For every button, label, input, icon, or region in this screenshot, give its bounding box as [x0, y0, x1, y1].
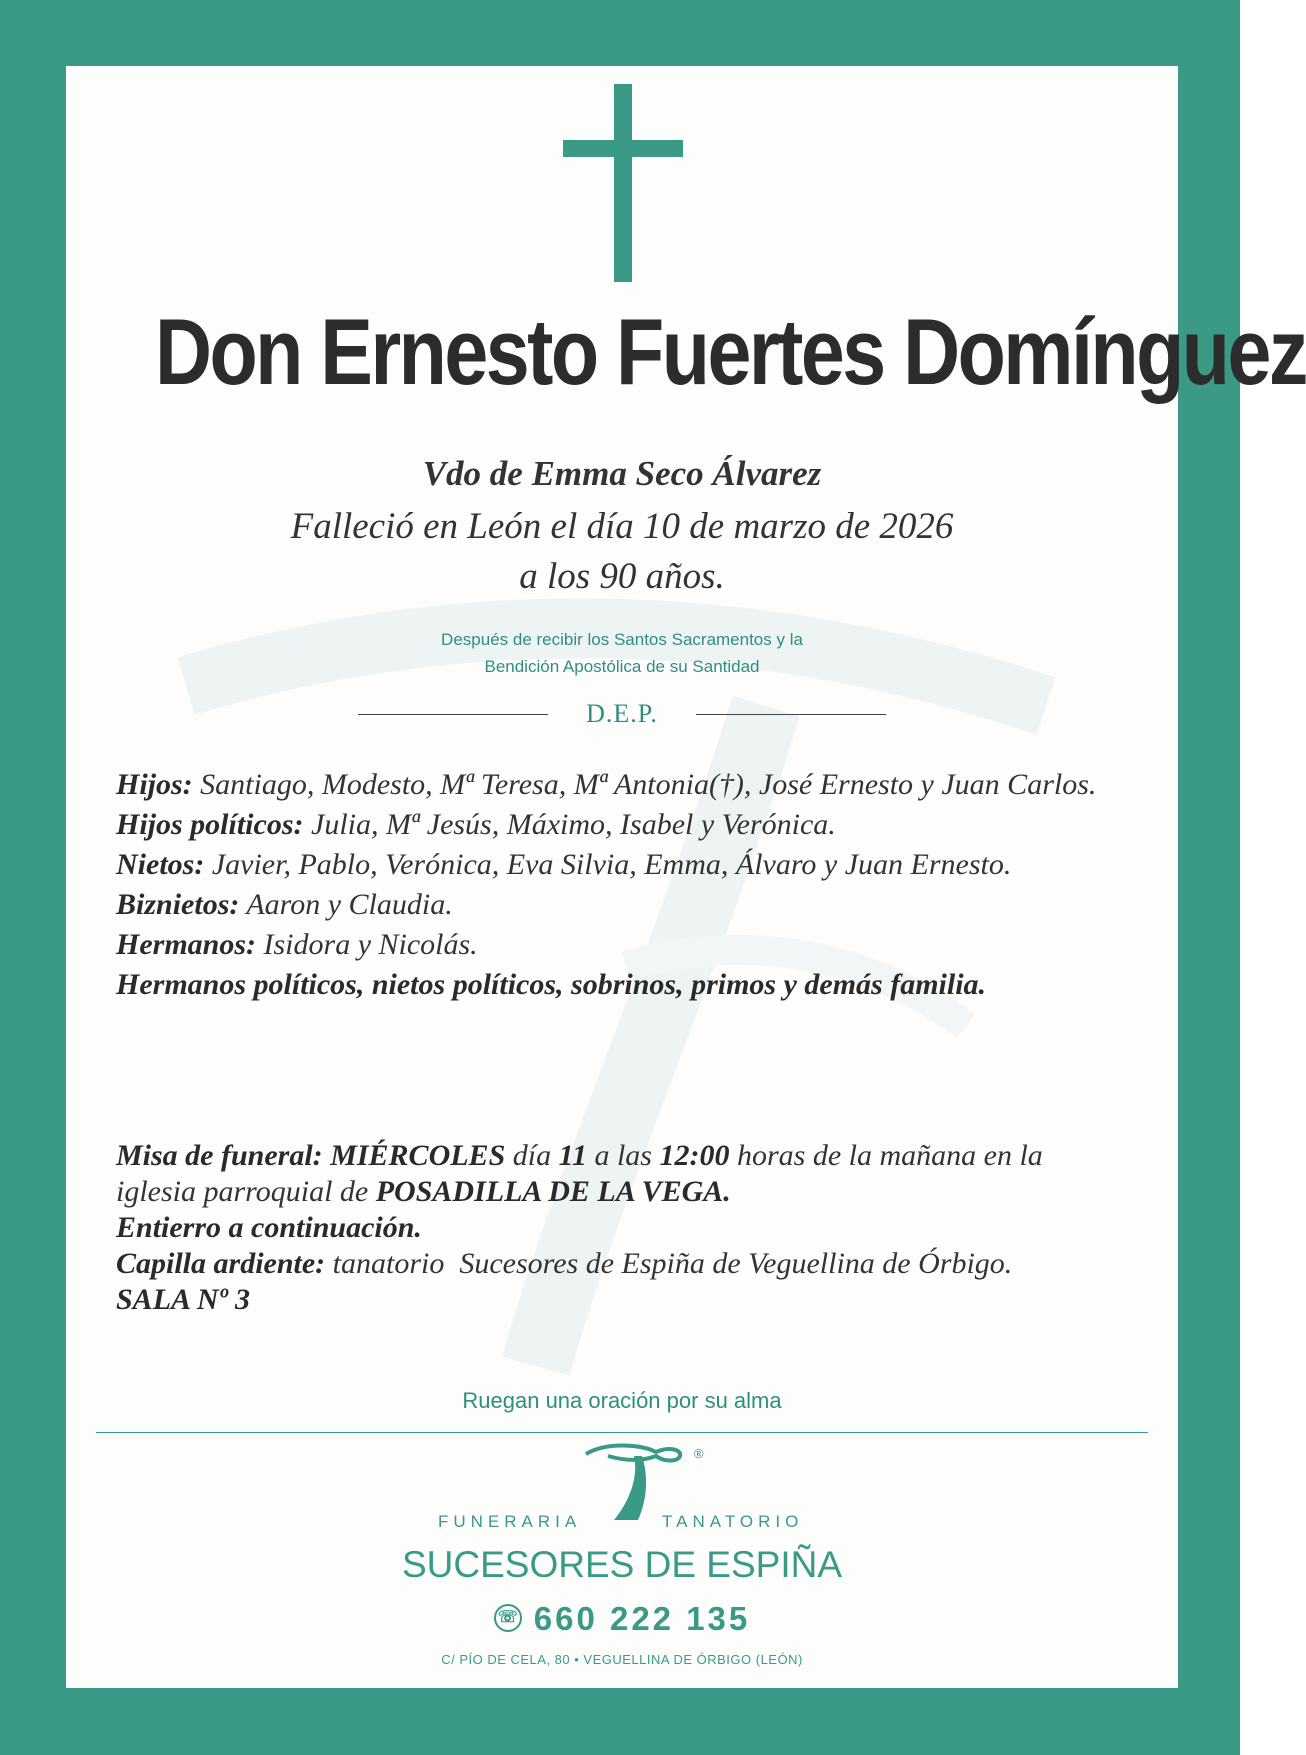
tanatorio-label: TANATORIO — [662, 1512, 804, 1531]
sacraments-line-2: Bendición Apostólica de su Santidad — [484, 657, 760, 676]
sacraments-note — [66, 626, 1178, 680]
family-label: Hijos políticos: — [116, 808, 304, 841]
dep-text: D.E.P. — [586, 699, 658, 728]
family-label: Hijos: — [116, 768, 193, 801]
burial-info — [116, 1210, 1128, 1246]
address: C/ PÍO DE CELA, 80 • VEGUELLINA DE ÓRBIGO (LEÓN) — [441, 1652, 803, 1667]
mass-place: POSADILLA DE LA VEGA. — [375, 1175, 731, 1208]
family-label: Hermanos: — [116, 928, 257, 961]
death-date-line: Falleció en León el día 10 de marzo de 2026 — [290, 506, 954, 547]
mass-label: Misa de funeral: — [116, 1139, 323, 1172]
widow-of: Vdo de Emma Seco Álvarez — [422, 454, 822, 493]
mass-text: a las — [594, 1139, 652, 1172]
registered-mark: ® — [694, 1446, 704, 1461]
funeral-home-logo-icon — [578, 1440, 698, 1522]
dep-separator — [358, 696, 886, 732]
family-item — [116, 806, 1128, 844]
divider-left — [358, 714, 548, 715]
chapel-info — [116, 1246, 1128, 1282]
brand-name: SUCESORES DE ESPIÑA — [401, 1544, 842, 1585]
burial-text: Entierro a continuación. — [116, 1211, 422, 1244]
obituary-card — [66, 66, 1306, 1688]
age-line: a los 90 años. — [519, 556, 725, 597]
family-names: Isidora y Nicolás. — [263, 928, 478, 961]
family-item — [116, 926, 1128, 964]
divider-right — [696, 714, 886, 715]
room-text: SALA Nº 3 — [116, 1283, 251, 1316]
phone-text: 660 222 135 — [533, 1600, 751, 1637]
mass-time: 12:00 — [659, 1139, 730, 1172]
chapel-label: Capilla ardiente: — [116, 1247, 326, 1280]
family-list — [116, 766, 1128, 1006]
mass-text: horas de la mañana en la iglesia parroquial de — [116, 1139, 1043, 1208]
family-label: Nietos: — [116, 848, 205, 881]
family-label: Biznietos: — [116, 888, 240, 921]
prayer-request: Ruegan una oración por su alma — [462, 1388, 782, 1413]
family-item — [116, 766, 1128, 804]
mass-text: día — [512, 1139, 552, 1172]
chapel-text: tanatorio Sucesores de Espiña de Veguellina de Órbigo. — [332, 1247, 1013, 1280]
family-item — [116, 966, 1128, 1004]
deceased-name: Don Ernesto Fuertes Domínguez — [154, 299, 1306, 404]
family-names: Javier, Pablo, Verónica, Eva Silvia, Emma, Álvaro y Juan Ernesto. — [211, 848, 1012, 881]
phone-number[interactable] — [66, 1600, 1178, 1638]
funeraria-label: FUNERARIA — [438, 1512, 582, 1531]
sacraments-line-1: Después de recibir los Santos Sacramentos y la — [441, 630, 803, 649]
footer-divider — [96, 1432, 1148, 1433]
room-info — [116, 1282, 1128, 1318]
family-names: Aaron y Claudia. — [246, 888, 453, 921]
mass-info — [116, 1138, 1128, 1210]
phone-icon: ☏ — [494, 1604, 522, 1632]
family-label: Hermanos políticos, nietos políticos, sobrinos, primos y demás familia. — [116, 968, 987, 1001]
family-names: Julia, Mª Jesús, Máximo, Isabel y Verónica. — [311, 808, 836, 841]
funeral-service — [116, 1138, 1128, 1318]
death-info — [66, 502, 1178, 602]
cross-icon — [563, 84, 683, 282]
mass-day: MIÉRCOLES — [330, 1139, 506, 1172]
family-item — [116, 886, 1128, 924]
family-names: Santiago, Modesto, Mª Teresa, Mª Antonia(†), José Ernesto y Juan Carlos. — [200, 768, 1097, 801]
mass-date: 11 — [558, 1139, 587, 1172]
family-item — [116, 846, 1128, 884]
